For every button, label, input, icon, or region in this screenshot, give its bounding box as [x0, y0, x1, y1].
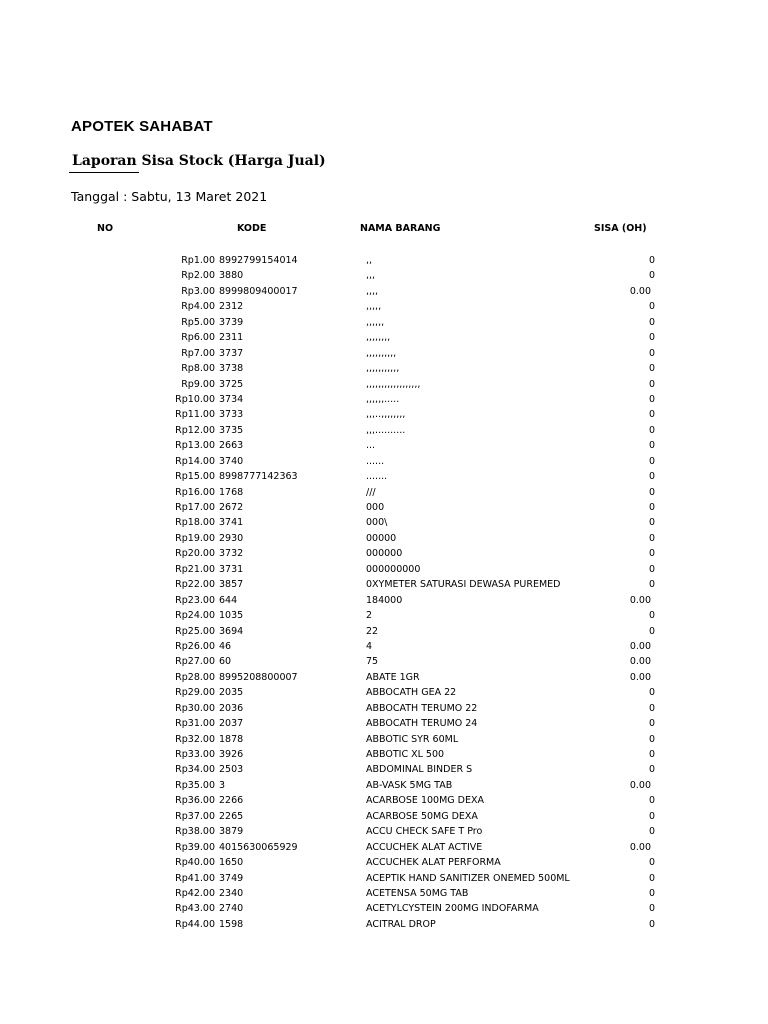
- row-nama-cell: ///: [366, 486, 376, 498]
- table-row: [0, 840, 768, 855]
- row-nama-cell: ,,,,,: [366, 301, 382, 313]
- table-row: [0, 330, 768, 345]
- table-row: [0, 284, 768, 299]
- row-no-cell: Rp29.00: [175, 687, 215, 699]
- row-kode-cell: 3749: [219, 872, 244, 884]
- row-no-cell: Rp24.00: [175, 610, 215, 622]
- row-sisa-cell: 0: [648, 548, 655, 560]
- row-no-cell: Rp2.00: [181, 270, 215, 282]
- row-kode-cell: 1598: [219, 918, 244, 930]
- row-no-cell: Rp27.00: [175, 656, 215, 668]
- row-no-cell: Rp36.00: [175, 795, 215, 807]
- row-kode-cell: 2930: [219, 532, 244, 544]
- row-no-cell: Rp12.00: [175, 424, 215, 436]
- table-row: [0, 454, 768, 469]
- row-no-cell: Rp14.00: [175, 455, 215, 467]
- row-no-cell: Rp44.00: [175, 918, 215, 930]
- row-no-cell: Rp35.00: [175, 779, 215, 791]
- row-kode-cell: 3: [219, 779, 226, 791]
- table-row: [0, 361, 768, 376]
- report-date: Tanggal : Sabtu, 13 Maret 2021: [71, 189, 268, 204]
- table-row: [0, 253, 768, 268]
- row-nama-cell: ACARBOSE 50MG DEXA: [366, 810, 478, 822]
- row-sisa-cell: 0.00: [629, 285, 651, 297]
- row-kode-cell: 2503: [219, 764, 244, 776]
- row-no-cell: Rp6.00: [181, 332, 215, 344]
- row-no-cell: Rp20.00: [175, 548, 215, 560]
- row-nama-cell: ABDOMINAL BINDER S: [366, 764, 473, 776]
- row-no-cell: Rp19.00: [175, 532, 215, 544]
- row-nama-cell: ,,,: [366, 270, 376, 282]
- table-row: [0, 346, 768, 361]
- row-nama-cell: 000\: [366, 517, 388, 529]
- table-row: [0, 546, 768, 561]
- row-no-cell: Rp26.00: [175, 640, 215, 652]
- row-nama-cell: ...: [366, 440, 376, 452]
- row-nama-cell: 0XYMETER SATURASI DEWASA PUREMED: [366, 579, 561, 591]
- row-nama-cell: ,,,,: [366, 285, 379, 297]
- row-no-cell: Rp34.00: [175, 764, 215, 776]
- row-kode-cell: 3879: [219, 826, 244, 838]
- table-row: [0, 438, 768, 453]
- row-sisa-cell: 0.00: [629, 671, 651, 683]
- table-row: [0, 917, 768, 932]
- row-sisa-cell: 0: [648, 255, 655, 266]
- row-kode-cell: 3741: [219, 517, 244, 529]
- row-nama-cell: 4: [366, 640, 373, 652]
- row-sisa-cell: 0: [648, 918, 655, 930]
- row-kode-cell: 8999809400017: [219, 285, 298, 297]
- row-kode-cell: 2311: [219, 332, 244, 344]
- row-sisa-cell: 0: [648, 718, 655, 730]
- row-nama-cell: ,,,..........: [366, 424, 406, 436]
- row-kode-cell: 3735: [219, 424, 244, 436]
- row-no-cell: Rp22.00: [175, 579, 215, 591]
- row-kode-cell: 3857: [219, 579, 244, 591]
- row-nama-cell: ,,,,,,.....: [366, 393, 400, 405]
- row-kode-cell: 2312: [219, 301, 244, 313]
- row-kode-cell: 60: [219, 656, 232, 668]
- row-sisa-cell: 0: [648, 610, 655, 622]
- row-nama-cell: ,,,,,,,,: [366, 332, 391, 344]
- row-sisa-cell: 0.00: [629, 594, 651, 606]
- row-kode-cell: 2037: [219, 718, 244, 730]
- row-sisa-cell: 0: [648, 502, 655, 513]
- row-nama-cell: ,,,,,,: [366, 316, 385, 328]
- table-row: [0, 747, 768, 762]
- table-row: [0, 485, 768, 500]
- row-sisa-cell: 0: [648, 424, 655, 436]
- column-header-sisa: SISA (OH): [594, 223, 647, 234]
- row-no-cell: Rp30.00: [175, 702, 215, 714]
- row-kode-cell: 644: [219, 594, 238, 606]
- row-nama-cell: ABBOCATH GEA 22: [366, 687, 457, 699]
- table-row: [0, 577, 768, 592]
- report-title: Laporan Sisa Stock (Harga Jual): [72, 153, 326, 169]
- row-sisa-cell: 0: [648, 471, 655, 483]
- row-nama-cell: ACITRAL DROP: [366, 918, 436, 930]
- row-sisa-cell: 0: [648, 301, 655, 313]
- table-row: [0, 531, 768, 546]
- row-kode-cell: 2740: [219, 903, 244, 915]
- row-sisa-cell: 0: [648, 409, 655, 421]
- row-no-cell: Rp43.00: [175, 903, 215, 915]
- row-sisa-cell: 0: [648, 517, 655, 529]
- row-no-cell: Rp11.00: [175, 409, 215, 421]
- row-nama-cell: ,,,,,,,,,,,: [366, 363, 400, 375]
- row-kode-cell: 2265: [219, 810, 244, 822]
- row-no-cell: Rp40.00: [175, 857, 215, 869]
- column-header-nama: NAMA BARANG: [360, 223, 441, 234]
- row-no-cell: Rp41.00: [175, 872, 215, 884]
- row-nama-cell: ABBOTIC XL 500: [366, 749, 445, 760]
- table-row: [0, 732, 768, 747]
- row-no-cell: Rp31.00: [175, 718, 215, 730]
- row-sisa-cell: 0: [648, 393, 655, 405]
- stock-table-body: [0, 253, 768, 932]
- row-sisa-cell: 0: [648, 347, 655, 359]
- row-nama-cell: 184000: [366, 594, 403, 606]
- row-sisa-cell: 0.00: [629, 841, 651, 853]
- table-row: [0, 701, 768, 716]
- row-sisa-cell: 0: [648, 579, 655, 591]
- row-no-cell: Rp33.00: [175, 749, 215, 760]
- row-sisa-cell: 0: [648, 733, 655, 745]
- table-row: [0, 778, 768, 793]
- row-sisa-cell: 0: [648, 316, 655, 328]
- table-row: [0, 315, 768, 330]
- row-no-cell: Rp16.00: [175, 486, 215, 498]
- row-no-cell: Rp7.00: [181, 347, 215, 359]
- row-sisa-cell: 0: [648, 857, 655, 869]
- row-no-cell: Rp3.00: [181, 285, 215, 297]
- row-kode-cell: 3880: [219, 270, 244, 282]
- row-kode-cell: 3725: [219, 378, 244, 390]
- table-row: [0, 469, 768, 484]
- row-kode-cell: 2663: [219, 440, 244, 452]
- row-nama-cell: 00000: [366, 532, 397, 544]
- row-nama-cell: ,,,..,,,,,,,,: [366, 409, 406, 421]
- row-kode-cell: 1035: [219, 610, 244, 622]
- row-sisa-cell: 0: [648, 764, 655, 776]
- row-kode-cell: 2036: [219, 702, 244, 714]
- row-sisa-cell: 0: [648, 332, 655, 344]
- row-kode-cell: 8998777142363: [219, 471, 298, 483]
- row-nama-cell: ,,: [366, 255, 373, 266]
- table-row: [0, 515, 768, 530]
- column-header-kode: KODE: [237, 223, 267, 234]
- row-nama-cell: ,,,,,,,,,,: [366, 347, 397, 359]
- row-kode-cell: 2266: [219, 795, 244, 807]
- row-no-cell: Rp23.00: [175, 594, 215, 606]
- row-kode-cell: 8995208800007: [219, 671, 298, 683]
- row-nama-cell: 000000: [366, 548, 403, 560]
- row-nama-cell: 000000000: [366, 563, 421, 575]
- row-kode-cell: 8992799154014: [219, 255, 298, 266]
- row-nama-cell: 2: [366, 610, 373, 622]
- table-row: [0, 886, 768, 901]
- row-sisa-cell: 0: [648, 625, 655, 637]
- table-row: [0, 685, 768, 700]
- table-row: [0, 268, 768, 283]
- row-no-cell: Rp32.00: [175, 733, 215, 745]
- row-sisa-cell: 0: [648, 363, 655, 375]
- row-sisa-cell: 0.00: [629, 656, 651, 668]
- row-nama-cell: ABBOTIC SYR 60ML: [366, 733, 459, 745]
- row-nama-cell: ,,,,,,,,,,,,,,,,,,: [366, 378, 421, 390]
- row-nama-cell: ABBOCATH TERUMO 22: [366, 702, 478, 714]
- row-no-cell: Rp4.00: [181, 301, 215, 313]
- table-row: [0, 423, 768, 438]
- table-row: [0, 809, 768, 824]
- row-nama-cell: ACCUCHEK ALAT ACTIVE: [366, 841, 483, 853]
- table-row: [0, 392, 768, 407]
- row-no-cell: Rp25.00: [175, 625, 215, 637]
- row-sisa-cell: 0: [648, 563, 655, 575]
- table-row: [0, 716, 768, 731]
- row-no-cell: Rp38.00: [175, 826, 215, 838]
- row-nama-cell: ACEPTIK HAND SANITIZER ONEMED 500ML: [366, 872, 570, 884]
- row-no-cell: Rp13.00: [175, 440, 215, 452]
- row-kode-cell: 3738: [219, 363, 244, 375]
- row-kode-cell: 4015630065929: [219, 841, 298, 853]
- row-sisa-cell: 0: [648, 378, 655, 390]
- row-nama-cell: ......: [366, 455, 385, 467]
- table-row: [0, 562, 768, 577]
- row-sisa-cell: 0: [648, 440, 655, 452]
- row-sisa-cell: 0: [648, 702, 655, 714]
- row-kode-cell: 3737: [219, 347, 244, 359]
- table-row: [0, 299, 768, 314]
- row-no-cell: Rp21.00: [175, 563, 215, 575]
- row-kode-cell: 3740: [219, 455, 244, 467]
- row-kode-cell: 3926: [219, 749, 244, 760]
- table-row: [0, 608, 768, 623]
- row-no-cell: Rp17.00: [175, 502, 215, 513]
- row-nama-cell: ABBOCATH TERUMO 24: [366, 718, 478, 730]
- table-row: [0, 407, 768, 422]
- company-name: APOTEK SAHABAT: [71, 118, 213, 135]
- row-sisa-cell: 0: [648, 455, 655, 467]
- row-sisa-cell: 0: [648, 872, 655, 884]
- row-no-cell: Rp37.00: [175, 810, 215, 822]
- row-no-cell: Rp42.00: [175, 887, 215, 899]
- table-row: [0, 377, 768, 392]
- row-no-cell: Rp1.00: [181, 255, 215, 266]
- row-kode-cell: 2672: [219, 502, 244, 513]
- row-sisa-cell: 0: [648, 887, 655, 899]
- row-no-cell: Rp9.00: [181, 378, 215, 390]
- row-no-cell: Rp5.00: [181, 316, 215, 328]
- table-row: [0, 500, 768, 515]
- row-nama-cell: ACCUCHEK ALAT PERFORMA: [366, 857, 501, 869]
- row-sisa-cell: 0: [648, 826, 655, 838]
- row-sisa-cell: 0: [648, 749, 655, 760]
- row-nama-cell: ACETENSA 50MG TAB: [366, 887, 469, 899]
- row-nama-cell: ACARBOSE 100MG DEXA: [366, 795, 484, 807]
- row-kode-cell: 3734: [219, 393, 244, 405]
- column-header-no: NO: [97, 223, 114, 234]
- row-nama-cell: .......: [366, 471, 388, 483]
- row-kode-cell: 46: [219, 640, 232, 652]
- row-kode-cell: 3739: [219, 316, 244, 328]
- table-row: [0, 824, 768, 839]
- row-kode-cell: 2340: [219, 887, 244, 899]
- row-sisa-cell: 0: [648, 532, 655, 544]
- row-kode-cell: 1768: [219, 486, 244, 498]
- table-row: [0, 855, 768, 870]
- row-kode-cell: 3731: [219, 563, 244, 575]
- table-row: [0, 654, 768, 669]
- table-row: [0, 901, 768, 916]
- row-no-cell: Rp39.00: [175, 841, 215, 853]
- row-sisa-cell: 0.00: [629, 640, 651, 652]
- row-nama-cell: AB-VASK 5MG TAB: [366, 779, 453, 791]
- row-nama-cell: ACCU CHECK SAFE T Pro: [366, 826, 483, 838]
- row-sisa-cell: 0: [648, 687, 655, 699]
- row-no-cell: Rp10.00: [175, 393, 215, 405]
- row-nama-cell: ABATE 1GR: [366, 671, 420, 683]
- row-sisa-cell: 0: [648, 810, 655, 822]
- row-kode-cell: 3733: [219, 409, 244, 421]
- table-row: [0, 639, 768, 654]
- row-kode-cell: 1650: [219, 857, 244, 869]
- table-row: [0, 793, 768, 808]
- row-no-cell: Rp8.00: [181, 363, 215, 375]
- table-row: [0, 593, 768, 608]
- row-kode-cell: 3694: [219, 625, 244, 637]
- table-row: [0, 624, 768, 639]
- row-sisa-cell: 0: [648, 486, 655, 498]
- table-row: [0, 670, 768, 685]
- row-no-cell: Rp15.00: [175, 471, 215, 483]
- row-kode-cell: 3732: [219, 548, 244, 560]
- row-nama-cell: ACETYLCYSTEIN 200MG INDOFARMA: [366, 903, 539, 915]
- row-kode-cell: 2035: [219, 687, 244, 699]
- row-sisa-cell: 0: [648, 270, 655, 282]
- title-underline: [69, 172, 139, 173]
- table-row: [0, 871, 768, 886]
- row-sisa-cell: 0: [648, 903, 655, 915]
- row-no-cell: Rp28.00: [175, 671, 215, 683]
- row-nama-cell: 22: [366, 625, 379, 637]
- row-nama-cell: 000: [366, 502, 385, 513]
- row-sisa-cell: 0.00: [629, 779, 651, 791]
- row-sisa-cell: 0: [648, 795, 655, 807]
- table-row: [0, 762, 768, 777]
- row-kode-cell: 1878: [219, 733, 244, 745]
- row-no-cell: Rp18.00: [175, 517, 215, 529]
- row-nama-cell: 75: [366, 656, 379, 668]
